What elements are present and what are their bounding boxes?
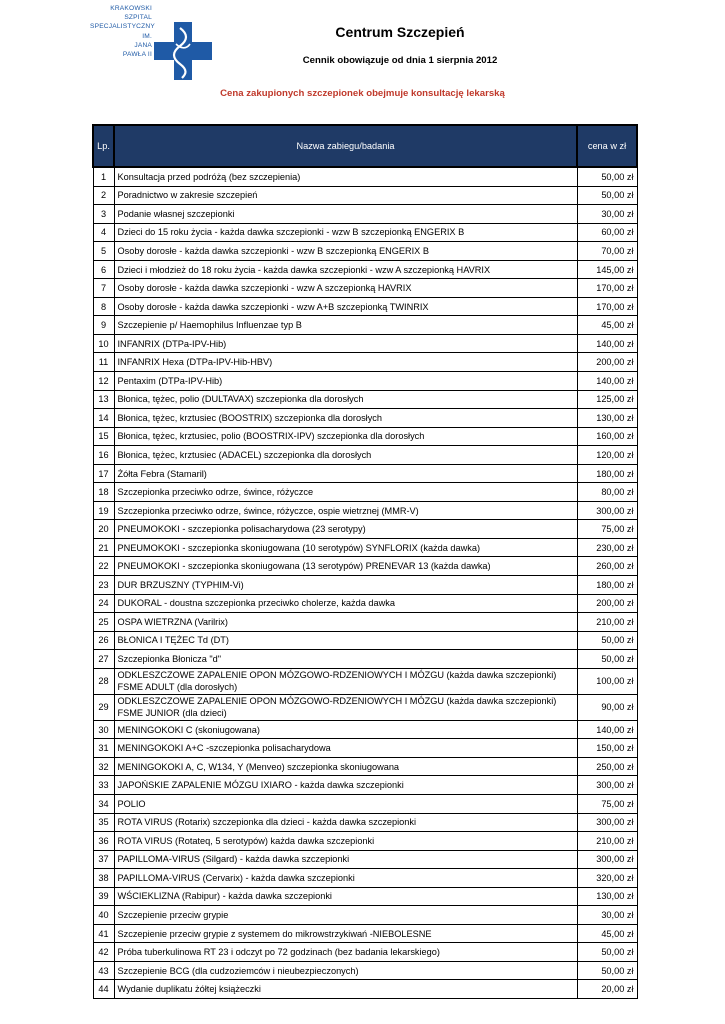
table-row bbox=[93, 464, 637, 483]
table-row bbox=[93, 776, 637, 795]
service-price: 180,00 zł bbox=[577, 576, 637, 595]
table-row bbox=[93, 694, 637, 720]
service-price: 125,00 zł bbox=[577, 390, 637, 409]
service-name: Próba tuberkulinowa RT 23 i odczyt po 72 godzinach (bez badania lekarskiego) bbox=[114, 943, 577, 962]
table-row bbox=[93, 242, 637, 261]
service-price: 140,00 zł bbox=[577, 334, 637, 353]
service-name: DUKORAL - doustna szczepionka przeciwko cholerze, każda dawka bbox=[114, 594, 577, 613]
table-row bbox=[93, 167, 637, 186]
table-row bbox=[93, 631, 637, 650]
service-price: 140,00 zł bbox=[577, 372, 637, 391]
logo-line: SZPITAL bbox=[124, 14, 152, 22]
service-name: Szczepienie przeciw grypie z systemem do mikrowstrzykiwań -NIEBOLESNE bbox=[114, 924, 577, 943]
service-price: 130,00 zł bbox=[577, 887, 637, 906]
column-header-lp: Lp. bbox=[93, 125, 114, 167]
row-number: 19 bbox=[93, 501, 114, 520]
table-row bbox=[93, 961, 637, 980]
service-price: 75,00 zł bbox=[577, 520, 637, 539]
table-row bbox=[93, 924, 637, 943]
hospital-logo bbox=[90, 4, 215, 80]
row-number: 5 bbox=[93, 242, 114, 261]
service-name: Żółta Febra (Stamaril) bbox=[114, 464, 577, 483]
service-name: Szczepienie BCG (dla cudzoziemców i nieubezpieczonych) bbox=[114, 961, 577, 980]
service-price: 120,00 zł bbox=[577, 446, 637, 465]
service-price: 45,00 zł bbox=[577, 316, 637, 335]
validity-date: Cennik obowiązuje od dnia 1 sierpnia 2012 bbox=[302, 55, 498, 66]
service-price: 50,00 zł bbox=[577, 943, 637, 962]
service-price: 300,00 zł bbox=[577, 776, 637, 795]
row-number: 31 bbox=[93, 739, 114, 758]
service-price: 200,00 zł bbox=[577, 594, 637, 613]
service-price: 210,00 zł bbox=[577, 613, 637, 632]
logo-line: IM. bbox=[142, 32, 152, 40]
row-number: 42 bbox=[93, 943, 114, 962]
service-name: DUR BRZUSZNY (TYPHIM-Vi) bbox=[114, 576, 577, 595]
service-name: PAPILLOMA-VIRUS (Cervarix) - każda dawka szczepionki bbox=[114, 869, 577, 888]
table-row bbox=[93, 943, 637, 962]
table-row bbox=[93, 520, 637, 539]
row-number: 7 bbox=[93, 279, 114, 298]
service-price: 150,00 zł bbox=[577, 739, 637, 758]
service-price: 170,00 zł bbox=[577, 279, 637, 298]
column-header-price: cena w zł bbox=[577, 125, 637, 167]
row-number: 25 bbox=[93, 613, 114, 632]
row-number: 37 bbox=[93, 850, 114, 869]
service-name: Dzieci do 15 roku życia - każda dawka szczepionki - wzw B szczepionką ENGERIX B bbox=[114, 223, 577, 242]
service-name: Poradnictwo w zakresie szczepień bbox=[114, 186, 577, 205]
row-number: 3 bbox=[93, 205, 114, 224]
table-row bbox=[93, 869, 637, 888]
logo-line: PAWŁA II bbox=[122, 51, 152, 59]
service-name: WŚCIEKLIZNA (Rabipur) - każda dawka szczepionki bbox=[114, 887, 577, 906]
row-number: 20 bbox=[93, 520, 114, 539]
table-row bbox=[93, 813, 637, 832]
service-price: 70,00 zł bbox=[577, 242, 637, 261]
service-name: PNEUMOKOKI - szczepionka skoniugowana (10 serotypów) SYNFLORIX (każda dawka) bbox=[114, 538, 577, 557]
service-name: Podanie własnej szczepionki bbox=[114, 205, 577, 224]
service-price: 75,00 zł bbox=[577, 794, 637, 813]
service-price: 230,00 zł bbox=[577, 538, 637, 557]
row-number: 23 bbox=[93, 576, 114, 595]
table-row bbox=[93, 205, 637, 224]
table-row bbox=[93, 613, 637, 632]
table-row bbox=[93, 739, 637, 758]
row-number: 34 bbox=[93, 794, 114, 813]
service-price: 50,00 zł bbox=[577, 186, 637, 205]
row-number: 13 bbox=[93, 390, 114, 409]
row-number: 41 bbox=[93, 924, 114, 943]
service-price: 170,00 zł bbox=[577, 297, 637, 316]
service-price: 20,00 zł bbox=[577, 980, 637, 999]
service-name: Osoby dorosłe - każda dawka szczepionki - wzw A szczepionką HAVRIX bbox=[114, 279, 577, 298]
table-row bbox=[93, 427, 637, 446]
service-name: ROTA VIRUS (Rotateq, 5 serotypów) każda dawka szczepionki bbox=[114, 832, 577, 851]
service-name: MENINGOKOKI A+C -szczepionka polisacharydowa bbox=[114, 739, 577, 758]
table-row bbox=[93, 501, 637, 520]
table-row bbox=[93, 353, 637, 372]
table-row bbox=[93, 668, 637, 694]
row-number: 24 bbox=[93, 594, 114, 613]
table-row bbox=[93, 409, 637, 428]
table-row bbox=[93, 720, 637, 739]
column-header-name: Nazwa zabiegu/badania bbox=[114, 125, 577, 167]
service-price: 30,00 zł bbox=[577, 205, 637, 224]
service-price: 300,00 zł bbox=[577, 501, 637, 520]
service-price: 180,00 zł bbox=[577, 464, 637, 483]
service-name: PAPILLOMA-VIRUS (Silgard) - każda dawka szczepionki bbox=[114, 850, 577, 869]
row-number: 32 bbox=[93, 757, 114, 776]
table-row bbox=[93, 334, 637, 353]
service-price: 100,00 zł bbox=[577, 668, 637, 694]
row-number: 44 bbox=[93, 980, 114, 999]
service-price: 45,00 zł bbox=[577, 924, 637, 943]
service-name: Konsultacja przed podróżą (bez szczepienia) bbox=[114, 167, 577, 186]
table-row bbox=[93, 594, 637, 613]
row-number: 15 bbox=[93, 427, 114, 446]
service-name: Szczepionka Błonicza "d" bbox=[114, 650, 577, 669]
service-price: 300,00 zł bbox=[577, 813, 637, 832]
service-price: 250,00 zł bbox=[577, 757, 637, 776]
service-name: Błonica, tężec, krztusiec, polio (BOOSTRIX-IPV) szczepionka dla dorosłych bbox=[114, 427, 577, 446]
service-price: 60,00 zł bbox=[577, 223, 637, 242]
page-title: Centrum Szczepień bbox=[335, 24, 465, 40]
price-note: Cena zakupionych szczepionek obejmuje konsultację lekarską bbox=[220, 88, 505, 99]
row-number: 28 bbox=[93, 668, 114, 694]
service-name: ODKLESZCZOWE ZAPALENIE OPON MÓZGOWO-RDZENIOWYCH I MÓZGU (każda dawka szczepionki) FSME ADULT (dla dorosłych) bbox=[114, 668, 577, 694]
service-name: Osoby dorosłe - każda dawka szczepionki - wzw B szczepionką ENGERIX B bbox=[114, 242, 577, 261]
table-row bbox=[93, 223, 637, 242]
row-number: 1 bbox=[93, 167, 114, 186]
service-name: PNEUMOKOKI - szczepionka polisacharydowa (23 serotypy) bbox=[114, 520, 577, 539]
row-number: 33 bbox=[93, 776, 114, 795]
row-number: 22 bbox=[93, 557, 114, 576]
service-price: 320,00 zł bbox=[577, 869, 637, 888]
table-row bbox=[93, 260, 637, 279]
row-number: 18 bbox=[93, 483, 114, 502]
row-number: 4 bbox=[93, 223, 114, 242]
service-name: Błonica, tężec, krztusiec (BOOSTRIX) szczepionka dla dorosłych bbox=[114, 409, 577, 428]
price-table bbox=[92, 124, 638, 999]
table-row bbox=[93, 576, 637, 595]
row-number: 8 bbox=[93, 297, 114, 316]
service-price: 300,00 zł bbox=[577, 850, 637, 869]
row-number: 35 bbox=[93, 813, 114, 832]
service-name: PNEUMOKOKI - szczepionka skoniugowana (13 serotypów) PRENEVAR 13 (każda dawka) bbox=[114, 557, 577, 576]
table-row bbox=[93, 372, 637, 391]
table-row bbox=[93, 483, 637, 502]
service-name: Szczepienie p/ Haemophilus Influenzae typ B bbox=[114, 316, 577, 335]
service-price: 260,00 zł bbox=[577, 557, 637, 576]
table-row bbox=[93, 794, 637, 813]
row-number: 2 bbox=[93, 186, 114, 205]
logo-line: JANA bbox=[134, 41, 152, 49]
row-number: 40 bbox=[93, 906, 114, 925]
table-row bbox=[93, 316, 637, 335]
service-price: 50,00 zł bbox=[577, 961, 637, 980]
table-row bbox=[93, 186, 637, 205]
table-row bbox=[93, 557, 637, 576]
table-header-row bbox=[93, 125, 637, 167]
row-number: 10 bbox=[93, 334, 114, 353]
service-name: ODKLESZCZOWE ZAPALENIE OPON MÓZGOWO-RDZENIOWYCH I MÓZGU (każda dawka szczepionki) FSME JUNIOR (dla dzieci) bbox=[114, 694, 577, 720]
service-price: 210,00 zł bbox=[577, 832, 637, 851]
service-price: 200,00 zł bbox=[577, 353, 637, 372]
row-number: 27 bbox=[93, 650, 114, 669]
table-row bbox=[93, 832, 637, 851]
service-price: 30,00 zł bbox=[577, 906, 637, 925]
row-number: 36 bbox=[93, 832, 114, 851]
row-number: 9 bbox=[93, 316, 114, 335]
logo-line: KRAKOWSKI bbox=[110, 5, 152, 12]
service-name: MENINGOKOKI C (skoniugowana) bbox=[114, 720, 577, 739]
service-price: 130,00 zł bbox=[577, 409, 637, 428]
service-name: Wydanie duplikatu żółtej książeczki bbox=[114, 980, 577, 999]
service-name: ROTA VIRUS (Rotarix) szczepionka dla dzieci - każda dawka szczepionki bbox=[114, 813, 577, 832]
row-number: 39 bbox=[93, 887, 114, 906]
service-name: BŁONICA I TĘŻEC Td (DT) bbox=[114, 631, 577, 650]
service-name: Pentaxim (DTPa-IPV-Hib) bbox=[114, 372, 577, 391]
row-number: 11 bbox=[93, 353, 114, 372]
service-name: Błonica, tężec, krztusiec (ADACEL) szczepionka dla dorosłych bbox=[114, 446, 577, 465]
service-name: POLIO bbox=[114, 794, 577, 813]
service-price: 80,00 zł bbox=[577, 483, 637, 502]
table-row bbox=[93, 980, 637, 999]
service-name: OSPA WIETRZNA (Varilrix) bbox=[114, 613, 577, 632]
service-name: INFANRIX (DTPa-IPV-Hib) bbox=[114, 334, 577, 353]
row-number: 29 bbox=[93, 694, 114, 720]
table-row bbox=[93, 887, 637, 906]
service-name: Szczepionka przeciwko odrze, śwince, różyczce, ospie wietrznej (MMR-V) bbox=[114, 501, 577, 520]
row-number: 17 bbox=[93, 464, 114, 483]
table-row bbox=[93, 538, 637, 557]
service-name: Błonica, tężec, polio (DULTAVAX) szczepionka dla dorosłych bbox=[114, 390, 577, 409]
table-row bbox=[93, 390, 637, 409]
service-name: JAPOŃSKIE ZAPALENIE MÓZGU IXIARO - każda dawka szczepionki bbox=[114, 776, 577, 795]
table-row bbox=[93, 650, 637, 669]
row-number: 6 bbox=[93, 260, 114, 279]
table-row bbox=[93, 850, 637, 869]
service-price: 140,00 zł bbox=[577, 720, 637, 739]
row-number: 26 bbox=[93, 631, 114, 650]
service-name: Osoby dorosłe - każda dawka szczepionki - wzw A+B szczepionką TWINRIX bbox=[114, 297, 577, 316]
service-price: 50,00 zł bbox=[577, 650, 637, 669]
service-price: 90,00 zł bbox=[577, 694, 637, 720]
service-price: 50,00 zł bbox=[577, 631, 637, 650]
table-row bbox=[93, 297, 637, 316]
service-name: INFANRIX Hexa (DTPa-IPV-Hib-HBV) bbox=[114, 353, 577, 372]
service-name: Szczepienie przeciw grypie bbox=[114, 906, 577, 925]
row-number: 14 bbox=[93, 409, 114, 428]
table-row bbox=[93, 757, 637, 776]
service-price: 145,00 zł bbox=[577, 260, 637, 279]
table-row bbox=[93, 906, 637, 925]
row-number: 30 bbox=[93, 720, 114, 739]
medical-cross-icon bbox=[154, 22, 212, 80]
logo-text bbox=[90, 4, 155, 59]
service-name: MENINGOKOKI A, C, W134, Y (Menveo) szczepionka skoniugowana bbox=[114, 757, 577, 776]
row-number: 38 bbox=[93, 869, 114, 888]
service-price: 50,00 zł bbox=[577, 167, 637, 186]
service-name: Szczepionka przeciwko odrze, śwince, różyczce bbox=[114, 483, 577, 502]
service-name: Dzieci i młodzież do 18 roku życia - każda dawka szczepionki - wzw A szczepionką HAVRIX bbox=[114, 260, 577, 279]
row-number: 43 bbox=[93, 961, 114, 980]
table-row bbox=[93, 279, 637, 298]
row-number: 16 bbox=[93, 446, 114, 465]
service-price: 160,00 zł bbox=[577, 427, 637, 446]
logo-line: SPECJALISTYCZNY bbox=[90, 23, 155, 31]
row-number: 21 bbox=[93, 538, 114, 557]
table-row bbox=[93, 446, 637, 465]
row-number: 12 bbox=[93, 372, 114, 391]
